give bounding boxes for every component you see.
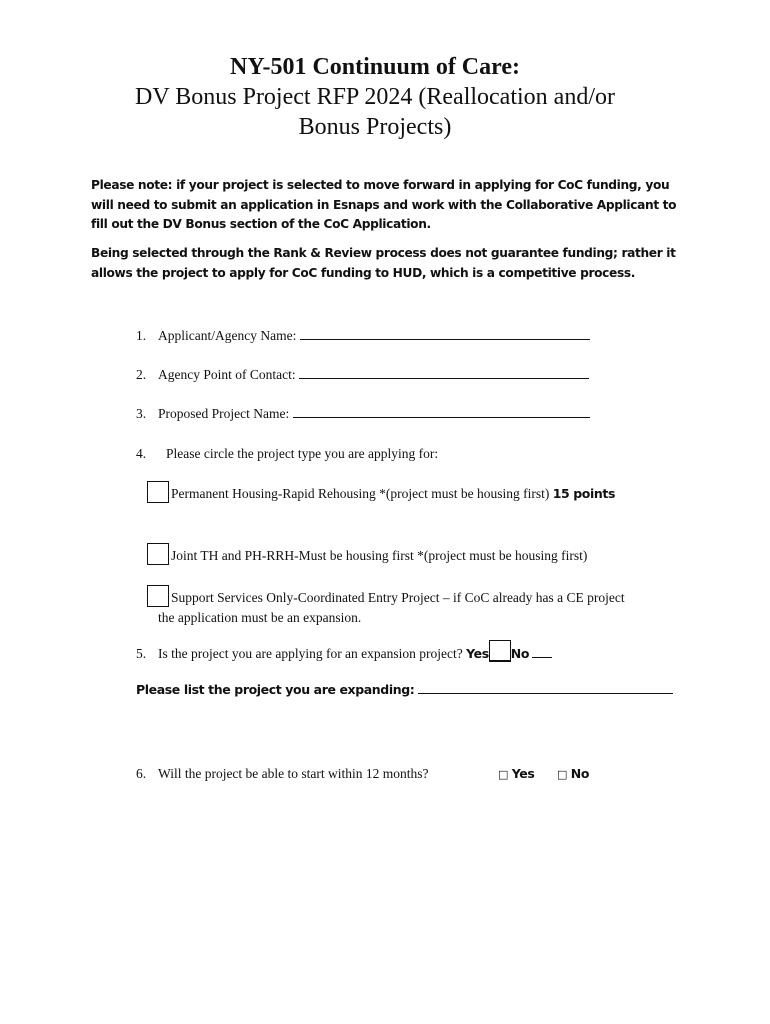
start-no-label: No: [570, 766, 590, 781]
option-label: Permanent Housing-Rapid Rehousing *(project must be housing first): [171, 486, 550, 501]
title-block: [60, 52, 690, 142]
question-project-type: [136, 445, 438, 463]
question-number: 1.: [136, 328, 147, 343]
question-applicant-name: [136, 327, 590, 345]
applicant-name-field[interactable]: [300, 327, 590, 340]
question-number: 2.: [136, 367, 147, 382]
sso-ce-checkbox[interactable]: [147, 585, 169, 607]
option-label: Joint TH and PH-RRH-Must be housing first *(project must be housing first): [171, 548, 588, 563]
expansion-yes-label: Yes: [466, 646, 489, 661]
option-label-continued: the application must be an expansion.: [158, 610, 362, 625]
ph-rrh-checkbox[interactable]: [147, 481, 169, 503]
question-expansion: [136, 640, 552, 663]
point-of-contact-field[interactable]: [299, 366, 589, 379]
document-subtitle-line1: DV Bonus Project RFP 2024 (Reallocation and/or: [135, 84, 615, 110]
start-no-option[interactable]: [557, 765, 589, 784]
question-number: 4.: [136, 446, 147, 461]
option-label: Support Services Only-Coordinated Entry Project – if CoC already has a CE project: [171, 590, 625, 605]
expanding-project-field[interactable]: [418, 681, 673, 694]
document-subtitle-line2: Bonus Projects): [298, 114, 452, 140]
project-type-option-sso-ce: [147, 588, 625, 608]
project-name-field[interactable]: [293, 405, 590, 418]
start-yes-option[interactable]: [498, 765, 534, 784]
question-number: 3.: [136, 406, 147, 421]
points-label: 15 points: [552, 486, 615, 501]
expanding-project-label: Please list the project you are expanding:: [136, 682, 415, 697]
question-label: Will the project be able to start within 12 months?: [158, 766, 429, 781]
funding-note: Being selected through the Rank & Review process does not guarantee funding; rather it allows the project to apply for CoC funding to HUD, which is a competitive process.: [91, 246, 676, 280]
yes-checkbox-icon[interactable]: □: [498, 768, 509, 781]
expansion-no-label: No: [510, 646, 530, 661]
question-label: Applicant/Agency Name:: [158, 328, 297, 343]
document-title: NY-501 Continuum of Care:: [229, 54, 520, 80]
expanding-project-row: [136, 681, 673, 699]
question-start-within-12-months: [136, 765, 429, 783]
question-number: 6.: [136, 766, 147, 781]
question-number: 5.: [136, 646, 147, 661]
question-label: Is the project you are applying for an expansion project?: [158, 646, 463, 661]
question-label: Proposed Project Name:: [158, 406, 290, 421]
question-project-name: [136, 405, 590, 423]
expansion-no-field[interactable]: [532, 645, 552, 658]
project-type-option-ph-rrh: [147, 484, 615, 504]
project-type-option-sso-ce-continued: [158, 608, 361, 628]
no-checkbox-icon[interactable]: □: [557, 768, 568, 781]
project-type-option-joint-th: [147, 546, 587, 566]
expansion-yes-checkbox[interactable]: [489, 640, 511, 662]
question-label: Please circle the project type you are applying for:: [166, 446, 439, 461]
question-point-of-contact: [136, 366, 589, 384]
joint-th-checkbox[interactable]: [147, 543, 169, 565]
question-label: Agency Point of Contact:: [158, 367, 296, 382]
start-yes-label: Yes: [511, 766, 535, 781]
esnaps-note: Please note: if your project is selected to move forward in applying for CoC funding, you will need to submit an application in Esnaps and work with the Collaborative Applicant to fill out the DV Bonus section of the CoC Application.: [91, 178, 677, 231]
